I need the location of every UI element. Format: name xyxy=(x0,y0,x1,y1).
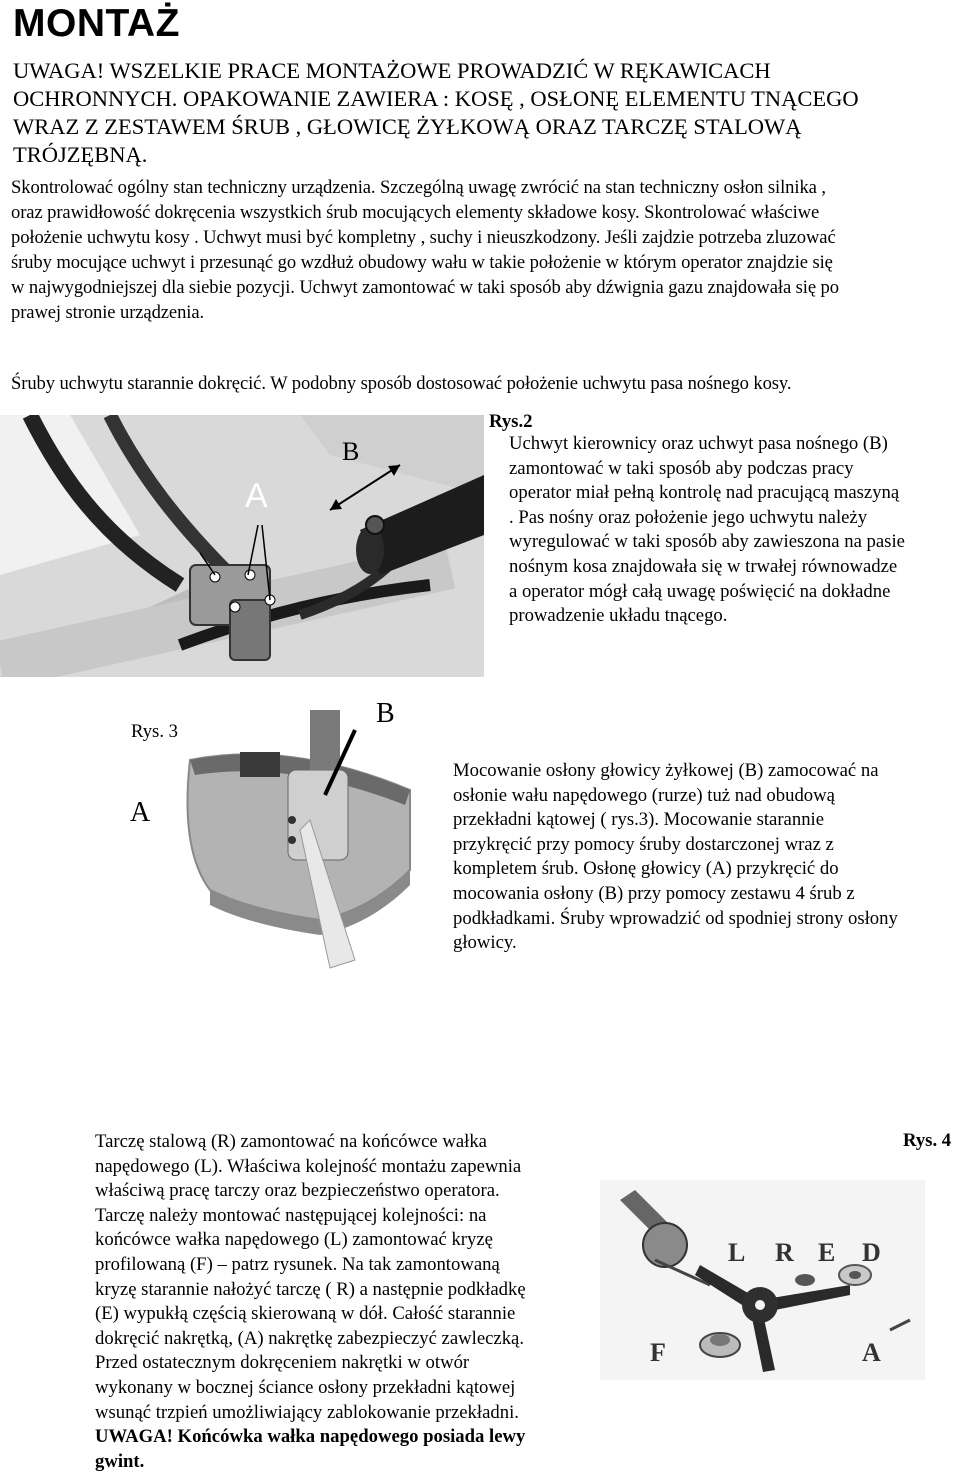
text-line: operator miał pełną kontrolę nad pracującą maszyną xyxy=(509,482,900,504)
text-line: prowadzenie układu tnącego. xyxy=(509,605,728,627)
part-label-a: A xyxy=(862,1338,881,1367)
intro-line: położenie uchwytu kosy . Uchwyt musi być kompletny , suchy i nieuszkodzony. Jeśli zajdzie potrzeba zluzować xyxy=(11,227,836,248)
text-line: przekładni kątowej ( rys.3). Mocowanie starannie xyxy=(453,809,825,831)
intro-line: w najwygodniejszej dla siebie pozycji. Uchwyt zamontować w taki sposób aby dźwignia gazu znajdowała się po xyxy=(11,277,839,298)
warning-line: UWAGA! WSZELKIE PRACE MONTAŻOWE PROWADZIĆ W RĘKAWICACH xyxy=(13,58,771,83)
text-line: kryzę starannie nałożyć tarczę ( R) a następnie podkładkę xyxy=(95,1278,526,1300)
label-a: A xyxy=(245,477,268,515)
intro-line: Skontrolować ogólny stan techniczny urządzenia. Szczególną uwagę zwrócić na stan techniczny osłon silnika , xyxy=(11,177,826,198)
text-line: głowicy. xyxy=(453,932,517,954)
screw-instruction: Śruby uchwytu starannie dokręcić. W podobny sposób dostosować położenie uchwytu pasa nośnego kosy. xyxy=(11,373,792,394)
warning-block xyxy=(13,57,958,169)
text-line: Tarczę stalową (R) zamontować na końcówce wałka xyxy=(95,1131,487,1152)
text-line: kompletem śrub. Osłonę głowicy (A) przykręcić do xyxy=(453,858,839,880)
figure-3-text xyxy=(453,759,958,956)
page-title: MONTAŻ xyxy=(13,2,180,45)
intro-line: oraz prawidłowość dokręcenia wszystkich śrub mocujących elementy składowe kosy. Skontrolować właściwe xyxy=(11,202,820,223)
figure-2-text xyxy=(509,432,959,629)
warning-line: OCHRONNYCH. OPAKOWANIE ZAWIERA : KOSĘ , OSŁONĘ ELEMENTU TNĄCEGO xyxy=(13,86,859,111)
guard-illustration xyxy=(170,710,420,970)
warning-line: gwint. xyxy=(95,1450,145,1472)
warning-line: UWAGA! Końcówka wałka napędowego posiada lewy xyxy=(95,1426,526,1448)
text-line: wyregulować w taki sposób aby zawieszona na pasie xyxy=(509,531,905,553)
text-line: osłonie wału napędowego (rurze) tuż nad obudową xyxy=(453,784,835,806)
text-line: Przed ostatecznym dokręceniem nakrętki w otwór xyxy=(95,1352,470,1374)
intro-paragraph xyxy=(11,175,959,325)
figure-handle-photo xyxy=(0,415,484,677)
intro-line: prawej stronie urządzenia. xyxy=(11,302,205,323)
warning-line: TRÓJZĘBNĄ. xyxy=(13,142,148,167)
text-line: . Pas nośny oraz położenie jego uchwytu należy xyxy=(509,506,868,528)
text-line: wsunąć trzpień umożliwiający zablokowanie przekładni. xyxy=(95,1401,519,1423)
part-label-l: L xyxy=(728,1238,747,1267)
text-line: Mocowanie osłony głowicy żyłkowej (B) zamocować na xyxy=(453,760,879,781)
part-label-d: D xyxy=(862,1238,882,1267)
text-line: (E) wypukłą częścią skierowaną w dół. Całość starannie xyxy=(95,1303,516,1325)
warning-line: WRAZ Z ZESTAWEM ŚRUB , GŁOWICĘ ŻYŁKOWĄ ORAZ TARCZĘ STALOWĄ xyxy=(13,114,802,139)
text-line: Tarczę należy montować następującej kolejności: na xyxy=(95,1204,487,1226)
label-b: B xyxy=(342,437,360,466)
text-line: mocowania osłony (B) przy pomocy zestawu 4 śrub z xyxy=(453,882,855,904)
intro-line: śruby mocujące uchwyt i przesunąć go wzdłuż obudowy wału w takie położenie w którym operator znajdzie się xyxy=(11,252,833,273)
text-line: a operator mógł całą uwagę poświęcić na dokładne xyxy=(509,580,891,602)
figure-3-caption: Rys. 3 xyxy=(131,721,179,742)
figure-3-label-b: B xyxy=(376,698,395,729)
part-label-r: R xyxy=(775,1238,795,1267)
text-line: przykręcić przy pomocy śruby dostarczonej wraz z xyxy=(453,833,834,855)
text-line: profilowaną (F) – patrz rysunek. Na tak zamontowaną xyxy=(95,1253,500,1275)
handle-illustration xyxy=(0,415,484,677)
figure-4-text xyxy=(95,1130,595,1474)
text-line: wykonany w bocznej ściance osłony przekładni kątowej xyxy=(95,1376,516,1398)
text-line: zamontować w taki sposób aby podczas pracy xyxy=(509,457,854,479)
text-line: Uchwyt kierownicy oraz uchwyt pasa nośnego (B) xyxy=(509,433,888,454)
text-line: nośnym kosa znajdowała się w trwałej równowadze xyxy=(509,555,898,577)
figure-2-caption: Rys.2 xyxy=(489,411,533,432)
part-label-e: E xyxy=(818,1238,837,1267)
text-line: napędowego (L). Właściwa kolejność montażu zapewnia xyxy=(95,1155,522,1177)
part-label-f: F xyxy=(650,1338,666,1367)
text-line: dokręcić nakrętką, (A) nakrętkę zabezpieczyć zawleczką. xyxy=(95,1327,525,1349)
text-line: właściwą pracę tarczy oraz bezpieczeństwo operatora. xyxy=(95,1180,500,1202)
text-line: końcówce wałka napędowego (L) zamontować kryzę xyxy=(95,1229,493,1251)
figure-4-caption: Rys. 4 xyxy=(903,1130,952,1151)
figure-blade-assembly xyxy=(600,1180,925,1380)
text-line: podkładkami. Śruby wprowadzić od spodniej strony osłony xyxy=(453,907,898,929)
figure-3-label-a: A xyxy=(130,797,151,828)
